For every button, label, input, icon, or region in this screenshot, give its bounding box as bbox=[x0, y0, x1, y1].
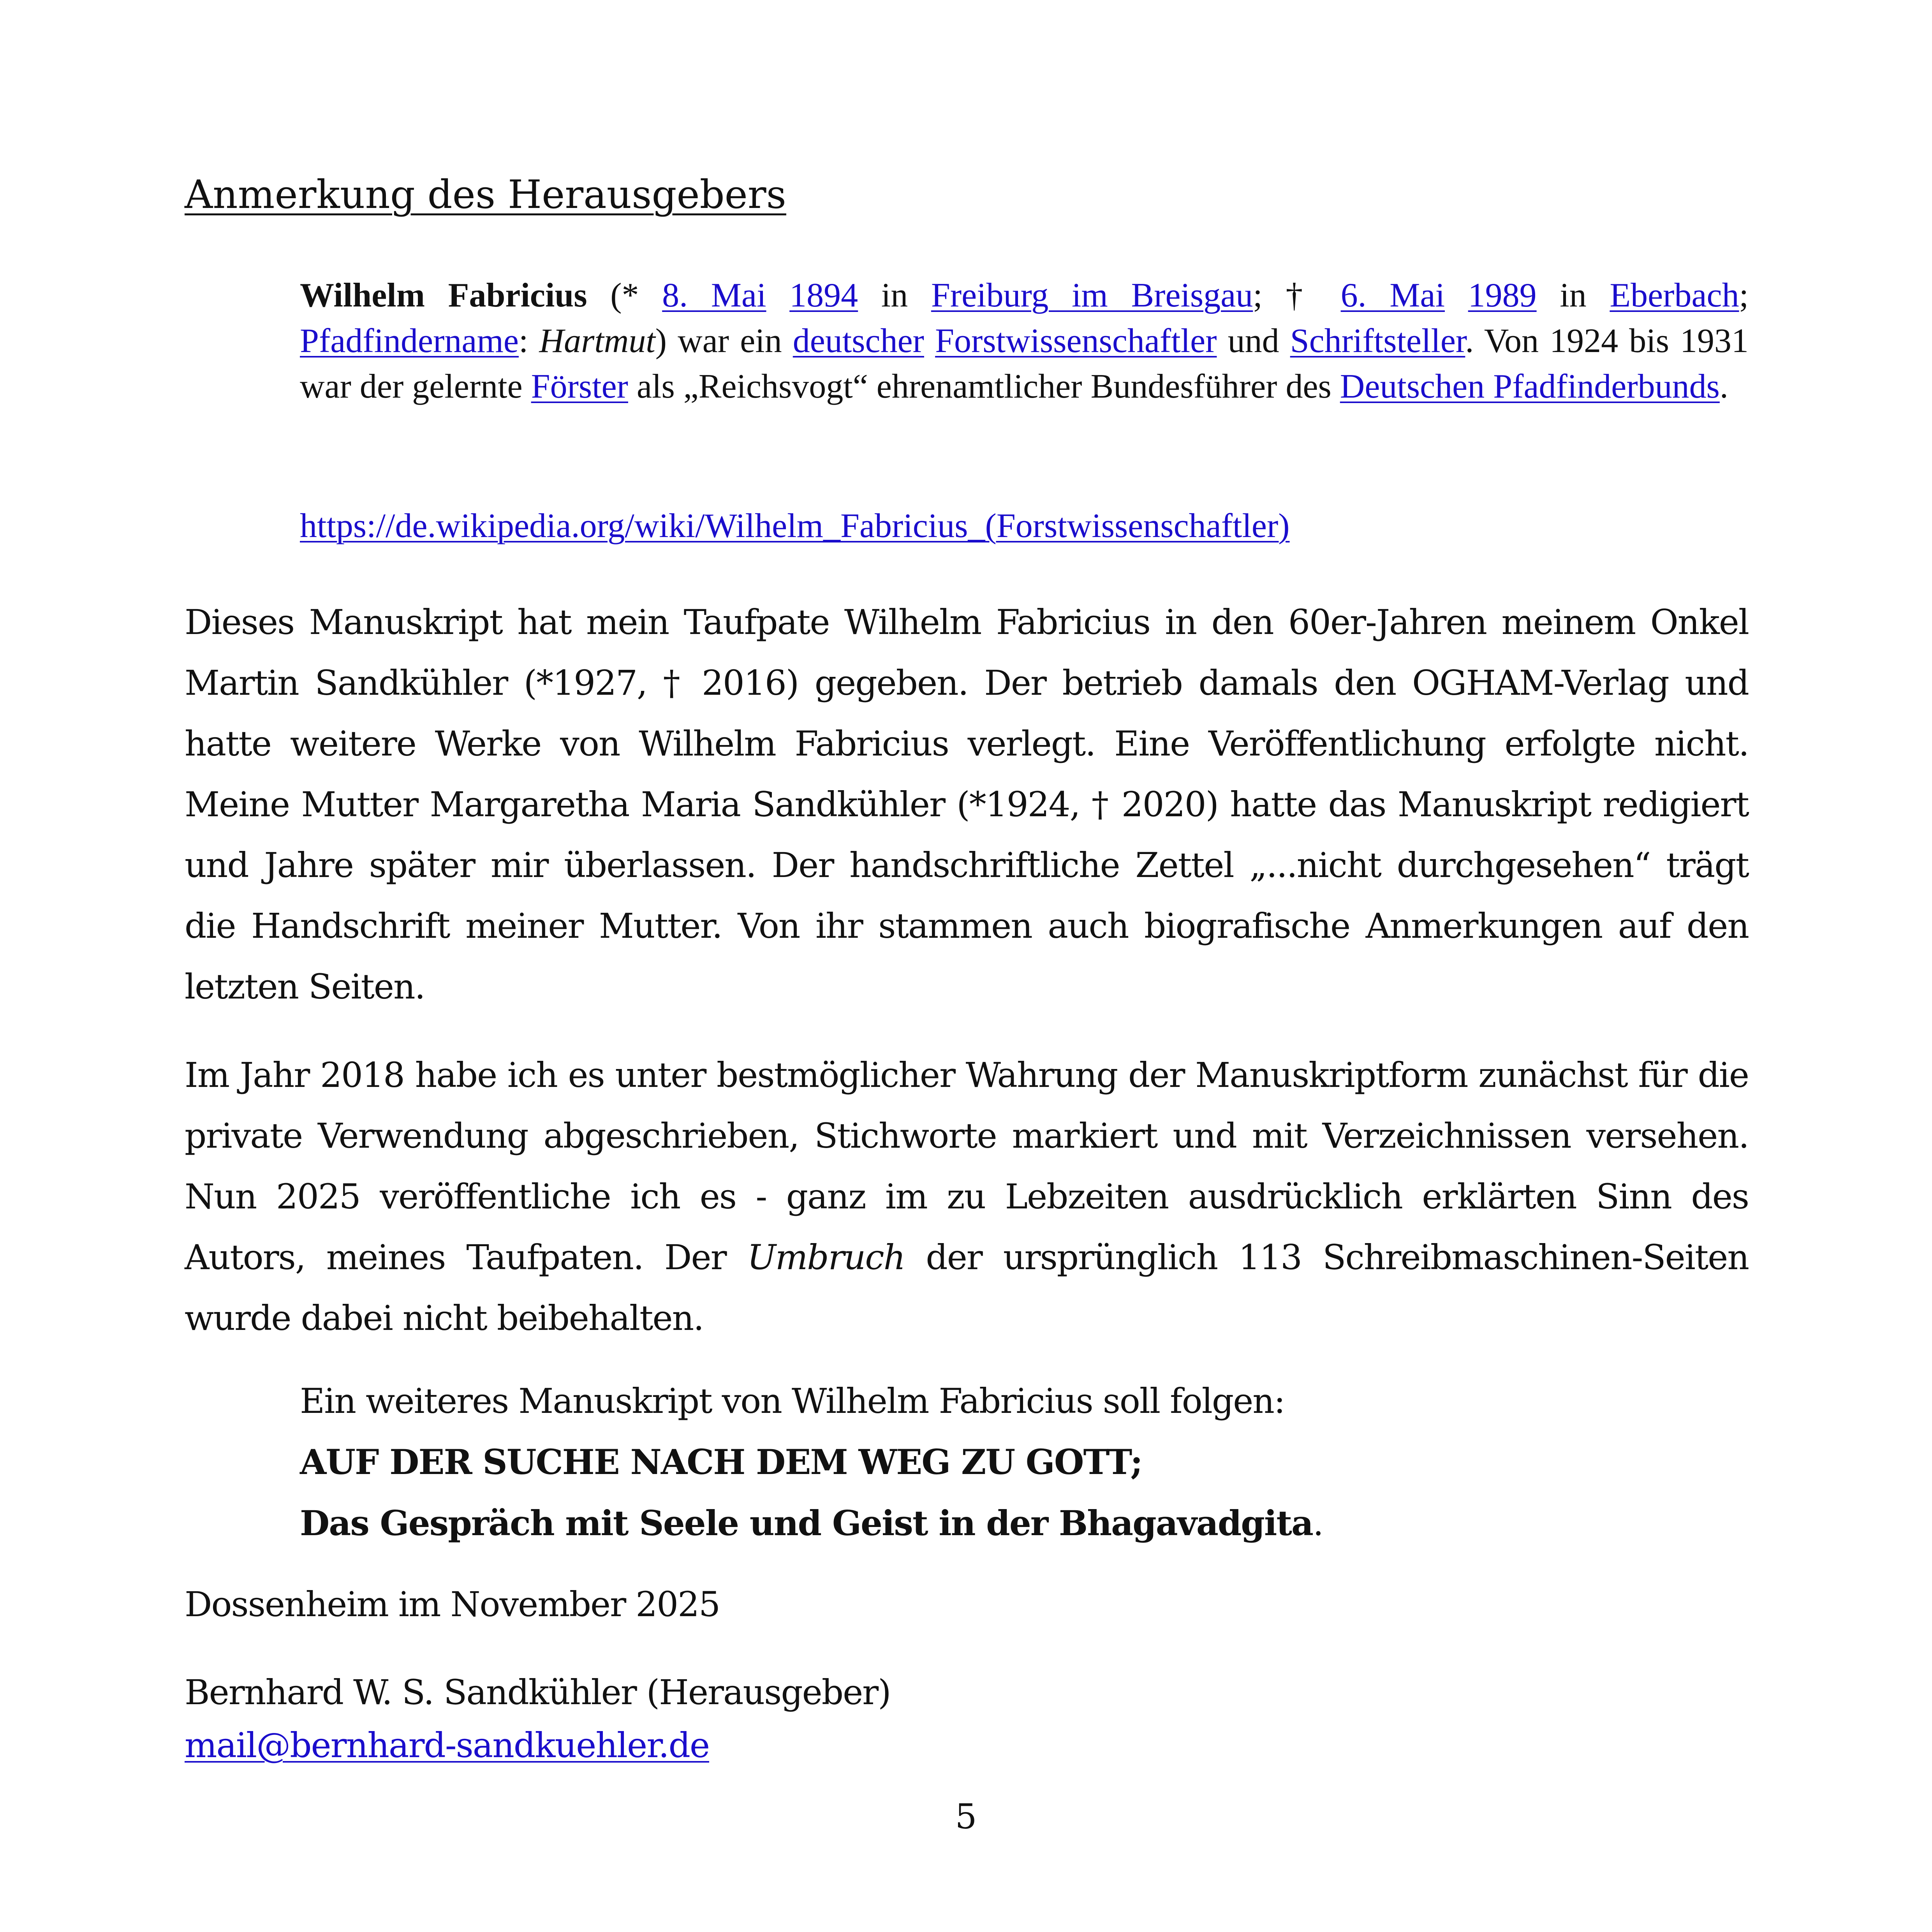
quote-text: : bbox=[519, 322, 539, 360]
paragraph-text: Im Jahr 2018 habe ich es unter bestmöglicher Wahrung der Manuskriptform zunächst für die private Verwendung abgeschrieben, Stichworte markiert und mit Verzeichnissen versehen. Nun 2025 veröffentliche ich es - ganz im zu Lebzeiten ausdrücklich erklärten Sinn des Autors, meines Taufpaten. Der bbox=[185, 1055, 1749, 1277]
paragraph-text: der ursprünglich 113 Schreibmaschinen-Seiten wurde dabei nicht beibehalten. bbox=[185, 1237, 1749, 1338]
announcement-period: . bbox=[1313, 1503, 1323, 1543]
quote-text: ; bbox=[1739, 277, 1749, 314]
editor-paragraph-publication bbox=[185, 1045, 1749, 1349]
editor-name: Bernhard W. S. Sandkühler (Herausgeber) bbox=[185, 1672, 891, 1712]
quote-text: und bbox=[1217, 322, 1290, 360]
biography-quote bbox=[300, 273, 1749, 409]
page-number: 5 bbox=[955, 1796, 977, 1837]
link-death-place[interactable]: Eberbach bbox=[1610, 277, 1739, 314]
link-death-year[interactable]: 1989 bbox=[1468, 277, 1537, 314]
place-and-date: Dossenheim im November 2025 bbox=[185, 1584, 720, 1624]
page-title: Anmerkung des Herausgebers bbox=[185, 172, 786, 217]
quote-text: (* bbox=[587, 277, 662, 314]
link-birth-day[interactable]: 8. Mai bbox=[662, 277, 766, 314]
link-nationality[interactable]: deutscher bbox=[793, 322, 924, 360]
link-scout-league[interactable]: Deutschen Pfadfinderbunds bbox=[1340, 368, 1720, 405]
quote-text: in bbox=[1536, 277, 1610, 314]
link-forester[interactable]: Förster bbox=[531, 368, 628, 405]
quote-text: in bbox=[858, 277, 931, 314]
announcement-title-line-2: Das Gespräch mit Seele und Geist in der Bhagavadgita bbox=[300, 1503, 1313, 1543]
quote-text bbox=[924, 322, 935, 360]
quote-text: . Von 1924 bis 1931 war der gelernte bbox=[300, 322, 1749, 405]
wikipedia-source-link[interactable]: https://de.wikipedia.org/wiki/Wilhelm_Fabricius_(Forstwissenschaftler) bbox=[300, 507, 1290, 545]
link-profession-writer[interactable]: Schriftsteller bbox=[1290, 322, 1465, 360]
quote-text: . bbox=[1719, 368, 1728, 405]
emphasis-text: Umbruch bbox=[747, 1237, 905, 1277]
quote-text: als „Reichsvogt“ ehrenamtlicher Bundesführer des bbox=[628, 368, 1340, 405]
quote-text bbox=[1445, 277, 1468, 314]
signature-block bbox=[185, 1666, 891, 1772]
quote-text: ; † bbox=[1253, 277, 1341, 314]
quote-text bbox=[766, 277, 790, 314]
quote-text: ) war ein bbox=[655, 322, 793, 360]
link-profession-forestry[interactable]: Forstwissenschaftler bbox=[935, 322, 1217, 360]
link-death-day[interactable]: 6. Mai bbox=[1340, 277, 1445, 314]
person-name: Wilhelm Fabricius bbox=[300, 277, 587, 314]
link-birth-place[interactable]: Freiburg im Breisgau bbox=[931, 277, 1253, 314]
email-link[interactable]: mail@bernhard-sandkuehler.de bbox=[185, 1725, 710, 1765]
editor-paragraph-origin: Dieses Manuskript hat mein Taufpate Wilhelm Fabricius in den 60er-Jahren meinem Onkel Martin Sandkühler (*1927, † 2016) gegeben. Der betrieb damals den OGHAM-Verlag und hatte weitere Werke von Wilhelm Fabricius verlegt. Eine Veröffentlichung erfolgte nicht. Meine Mutter Margaretha Maria Sandkühler (*1924, † 2020) hatte das Manuskript redigiert und Jahre später mir überlassen. Der handschriftliche Zettel „...nicht durchgesehen“ trägt die Handschrift meiner Mutter. Von ihr stammen auch biografische Anmerkungen auf den letzten Seiten. bbox=[185, 602, 1749, 1007]
scout-name: Hartmut bbox=[539, 322, 655, 360]
link-scout-name[interactable]: Pfadfindername bbox=[300, 322, 519, 360]
link-birth-year[interactable]: 1894 bbox=[789, 277, 858, 314]
next-manuscript-announcement bbox=[300, 1371, 1749, 1554]
announcement-title-line-1: AUF DER SUCHE NACH DEM WEG ZU GOTT; bbox=[300, 1442, 1142, 1482]
announcement-intro: Ein weiteres Manuskript von Wilhelm Fabricius soll folgen: bbox=[300, 1381, 1285, 1421]
